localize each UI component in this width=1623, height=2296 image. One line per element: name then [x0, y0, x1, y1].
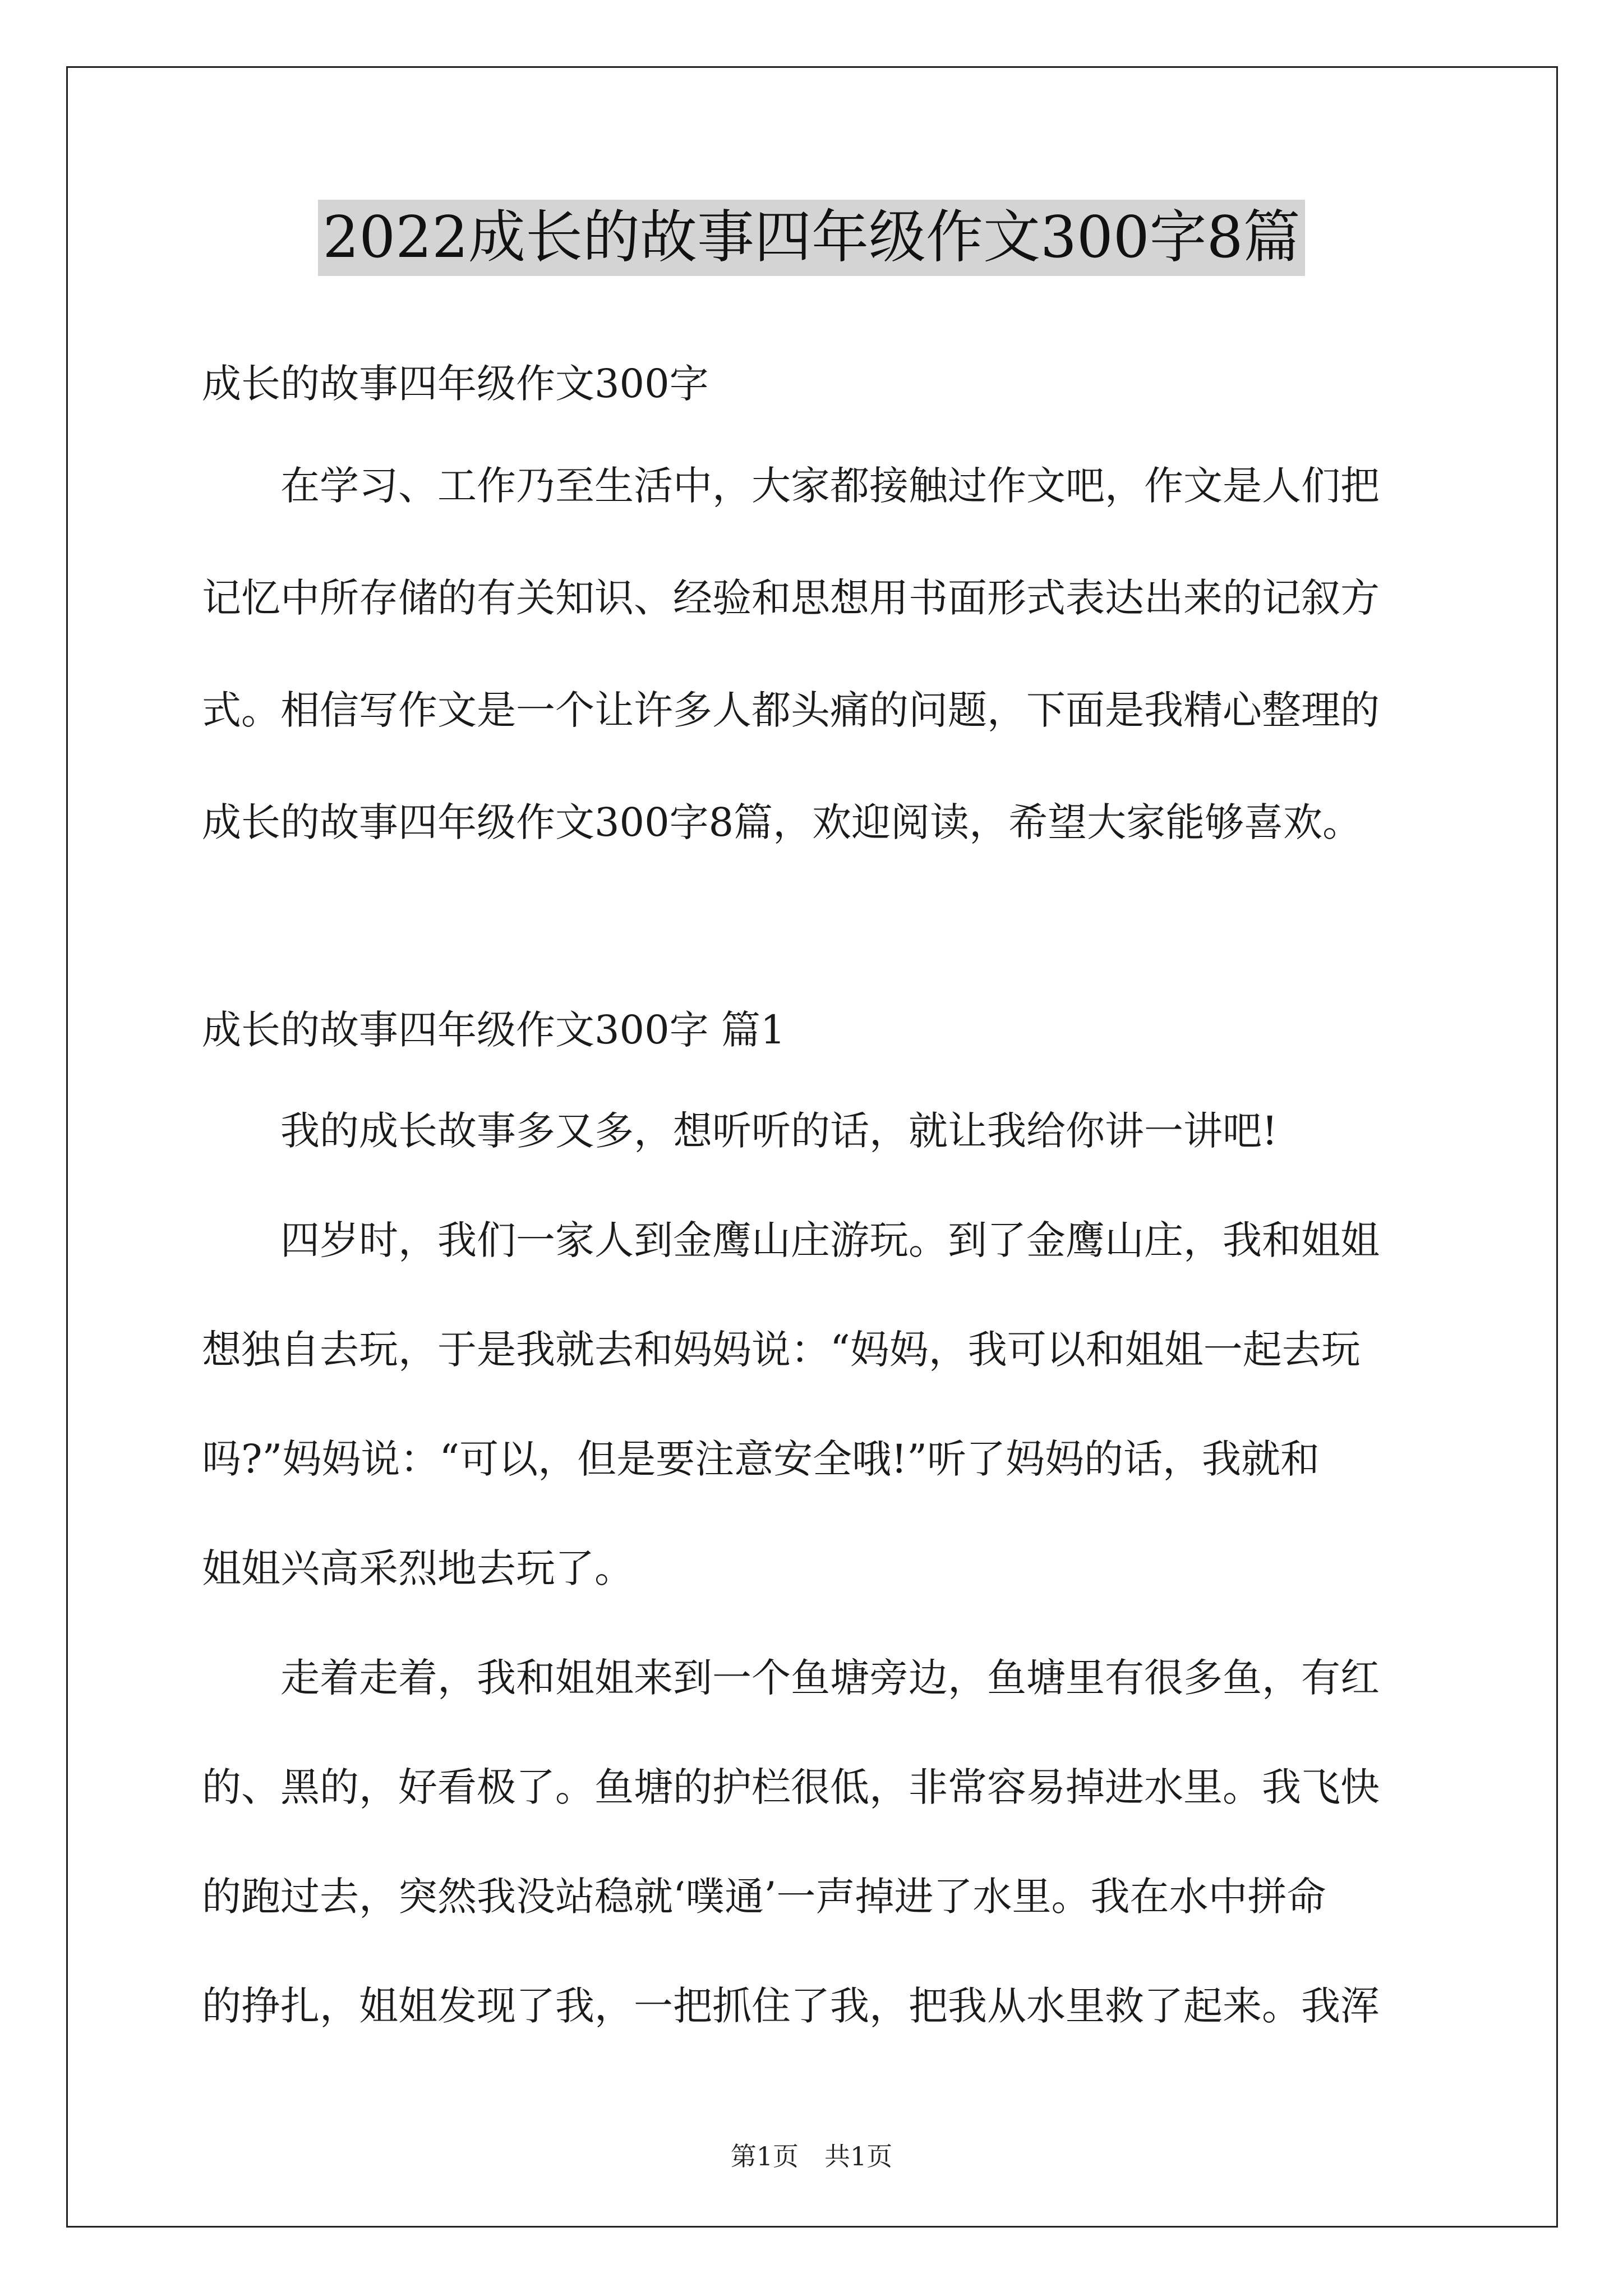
- body-line: 姐姐兴高采烈地去玩了。: [202, 1545, 634, 1591]
- body-line: 的挣扎，姐姐发现了我，一把抓住了我，把我从水里救了起来。我浑: [202, 1983, 1380, 2029]
- intro-line: 记忆中所存储的有关知识、经验和思想用书面形式表达出来的记叙方: [202, 575, 1380, 621]
- intro-heading: 成长的故事四年级作文300字: [202, 361, 709, 407]
- page-footer: 第1页 共1页: [730, 2141, 893, 2171]
- document-title: 2022成长的故事四年级作文300字8篇: [318, 200, 1304, 276]
- body-line: 吗?”妈妈说：“可以，但是要注意安全哦!”听了妈妈的话，我就和: [202, 1436, 1320, 1482]
- intro-line: 在学习、工作乃至生活中，大家都接触过作文吧，作文是人们把: [202, 463, 1380, 509]
- body-line: 走着走着，我和姐姐来到一个鱼塘旁边，鱼塘里有很多鱼，有红: [202, 1655, 1380, 1701]
- body-line: 想独自去玩，于是我就去和妈妈说：“妈妈，我可以和姐姐一起去玩: [202, 1327, 1361, 1373]
- body-line: 四岁时，我们一家人到金鹰山庄游玩。到了金鹰山庄，我和姐姐: [202, 1217, 1380, 1263]
- body-line: 我的成长故事多又多，想听听的话，就让我给你讲一讲吧!: [202, 1108, 1278, 1154]
- section-heading: 成长的故事四年级作文300字 篇1: [202, 1007, 786, 1053]
- body-line: 的、黑的，好看极了。鱼塘的护栏很低，非常容易掉进水里。我飞快: [202, 1764, 1380, 1810]
- intro-line: 成长的故事四年级作文300字8篇，欢迎阅读，希望大家能够喜欢。: [202, 799, 1362, 845]
- intro-line: 式。相信写作文是一个让许多人都头痛的问题，下面是我精心整理的: [202, 687, 1380, 733]
- title-container: [0, 200, 1623, 276]
- body-line: 的跑过去，突然我没站稳就‘噗通’一声掉进了水里。我在水中拼命: [202, 1874, 1326, 1920]
